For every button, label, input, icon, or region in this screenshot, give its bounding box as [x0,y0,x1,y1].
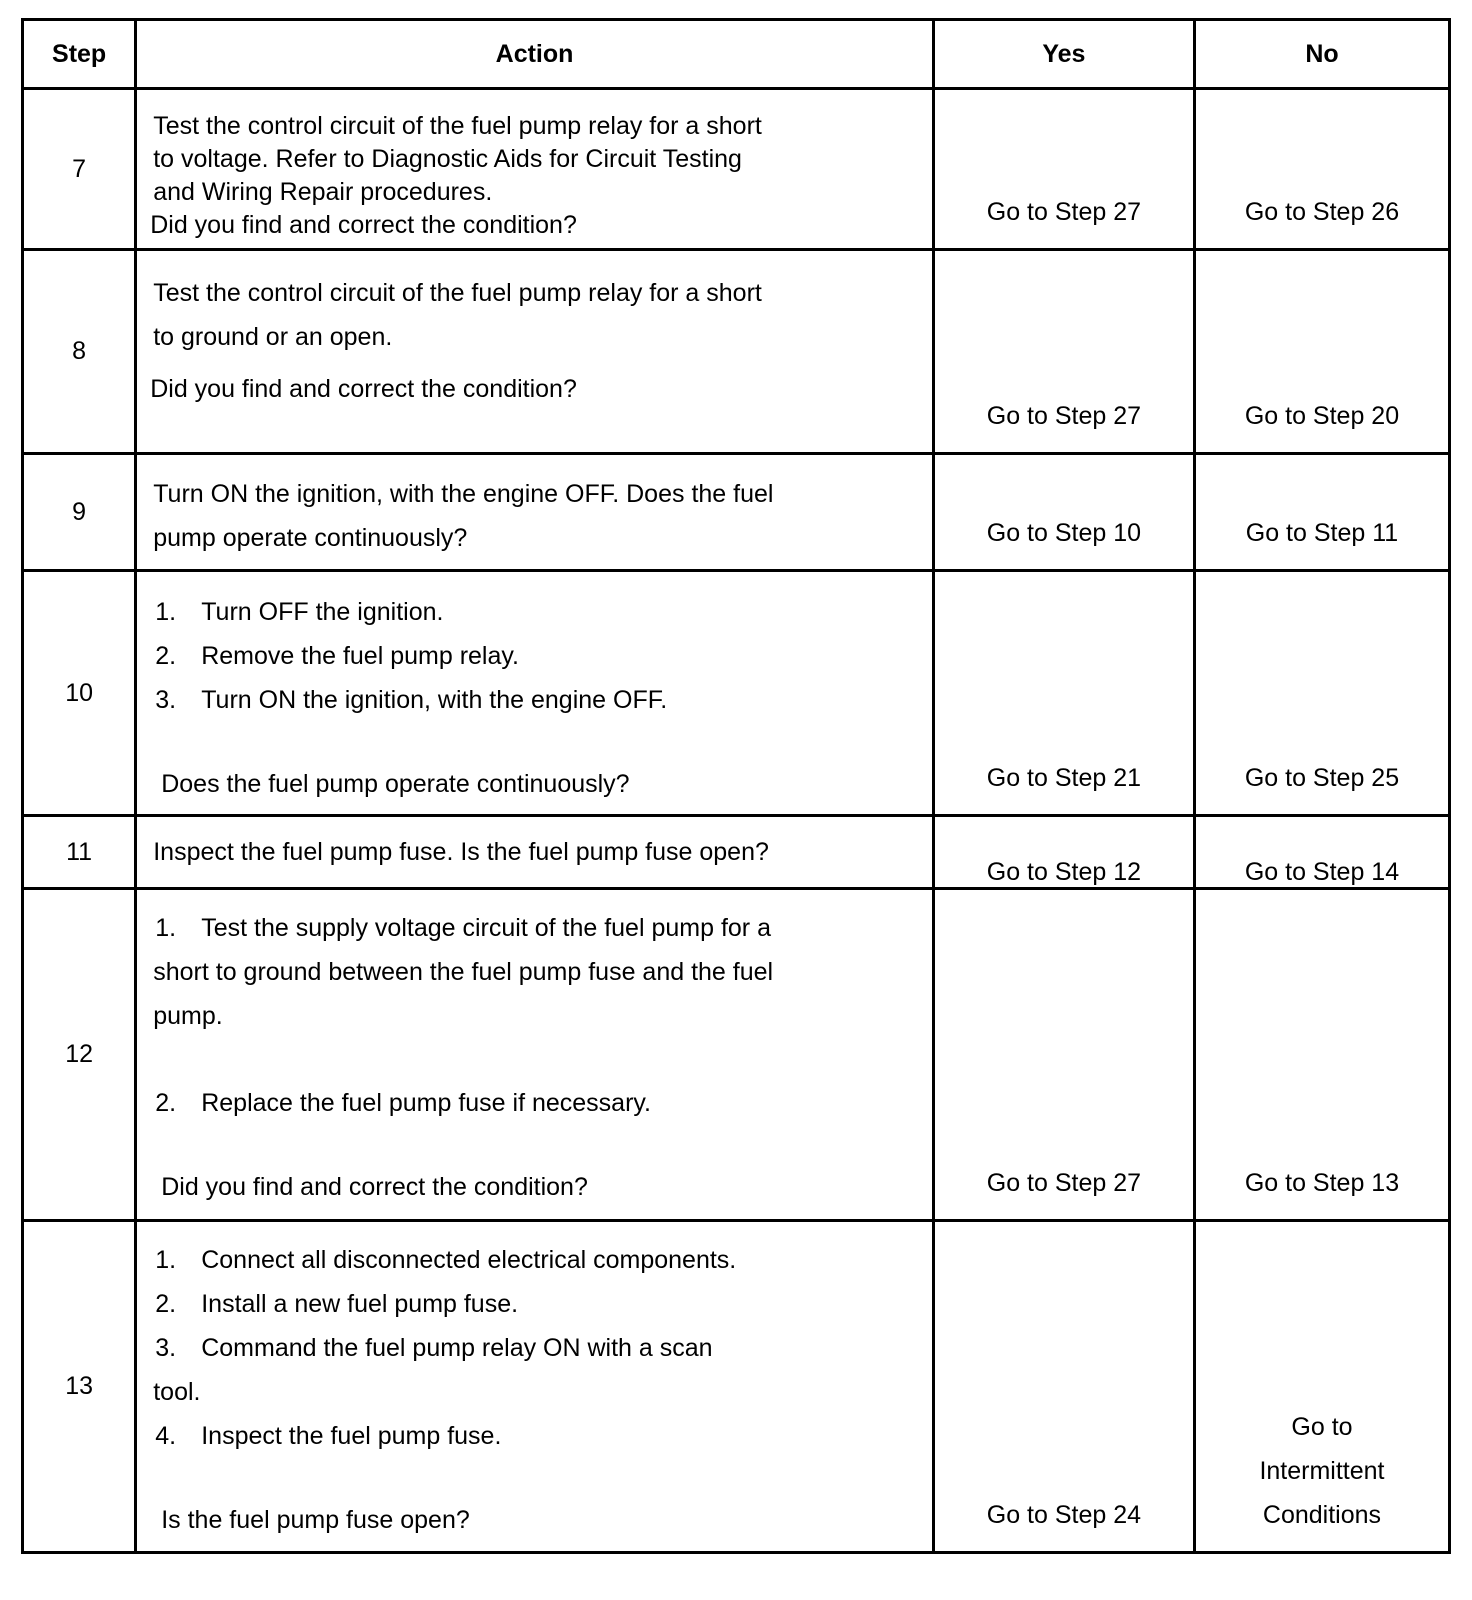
table-row [23,89,1450,250]
header-yes: Yes [933,20,1194,89]
step-number: 13 [23,1221,136,1553]
table-row [23,816,1450,889]
action-cell [136,250,934,454]
step-number: 8 [23,250,136,454]
list-item: 3. Turn ON the ignition, with the engine OFF. [155,686,668,714]
no-result: Go to Step 25 [1244,764,1400,792]
yes-result: Go to Step 27 [986,1169,1142,1197]
action-cell [136,89,934,250]
header-action: Action [136,20,934,89]
yes-result: Go to Step 12 [986,858,1142,886]
yes-cell [933,1221,1194,1553]
action-line: Test the control circuit of the fuel pump relay for a short [153,112,762,140]
list-item: 3. Command the fuel pump relay ON with a scan [155,1334,713,1362]
action-line: Test the control circuit of the fuel pump relay for a short [153,279,762,307]
yes-result: Go to Step 10 [986,519,1142,547]
no-result-line: Intermittent [1259,1457,1385,1485]
action-question: Did you find and correct the condition? [161,1173,588,1201]
yes-result: Go to Step 27 [986,402,1142,430]
action-question: Is the fuel pump fuse open? [161,1506,470,1534]
no-result-line: Conditions [1262,1501,1382,1529]
action-line: short to ground between the fuel pump fuse and the fuel [153,958,774,986]
list-item: 4. Inspect the fuel pump fuse. [155,1422,502,1450]
list-item: 1. Turn OFF the ignition. [155,598,444,626]
yes-cell [933,454,1194,571]
action-line: Inspect the fuel pump fuse. Is the fuel pump fuse open? [153,837,769,866]
no-result-line: Go to [1291,1413,1353,1441]
action-line: pump. [153,1002,223,1030]
step-number: 10 [23,571,136,816]
no-cell [1194,816,1449,889]
no-result: Go to Step 20 [1244,402,1400,430]
action-question: Did you find and correct the condition? [150,375,577,403]
action-line: pump operate continuously? [153,524,468,552]
list-item: 2. Remove the fuel pump relay. [155,642,519,670]
list-item: 1. Test the supply voltage circuit of the fuel pump for a [155,914,771,942]
action-cell [136,889,934,1221]
yes-result: Go to Step 21 [986,764,1142,792]
action-line: tool. [153,1378,201,1406]
list-item: 2. Replace the fuel pump fuse if necessary. [155,1089,651,1117]
yes-cell [933,89,1194,250]
yes-cell [933,889,1194,1221]
no-result: Go to Step 26 [1244,198,1400,226]
action-cell [136,571,934,816]
action-cell [136,816,934,889]
action-cell [136,1221,934,1553]
no-result: Go to Step 11 [1245,519,1399,547]
yes-cell [933,571,1194,816]
no-result: Go to Step 13 [1244,1169,1400,1197]
table-row [23,571,1450,816]
action-cell [136,454,934,571]
step-number: 12 [23,889,136,1221]
table-row [23,250,1450,454]
no-cell [1194,889,1449,1221]
yes-result: Go to Step 27 [986,198,1142,226]
yes-result: Go to Step 24 [986,1501,1142,1529]
list-item: 1. Connect all disconnected electrical components. [155,1246,737,1274]
action-question: Does the fuel pump operate continuously? [161,770,630,798]
no-cell [1194,1221,1449,1553]
yes-cell [933,816,1194,889]
step-number: 9 [23,454,136,571]
table-row [23,889,1450,1221]
no-cell [1194,89,1449,250]
diagnostic-table [21,18,1451,1554]
no-cell [1194,571,1449,816]
no-cell [1194,250,1449,454]
action-line: and Wiring Repair procedures. [153,178,493,206]
header-no: No [1194,20,1449,89]
header-row [23,20,1450,89]
table-row [23,454,1450,571]
action-line: to ground or an open. [153,323,393,351]
table-row [23,1221,1450,1553]
step-number: 7 [23,89,136,250]
header-step: Step [23,20,136,89]
step-number: 11 [23,816,136,889]
no-result: Go to Step 14 [1244,858,1400,886]
yes-cell [933,250,1194,454]
no-result [1196,1405,1448,1551]
action-question: Did you find and correct the condition? [150,211,577,239]
no-cell [1194,454,1449,571]
action-line: Turn ON the ignition, with the engine OFF. Does the fuel [153,480,774,508]
list-item: 2. Install a new fuel pump fuse. [155,1290,519,1318]
action-line: to voltage. Refer to Diagnostic Aids for Circuit Testing [153,145,742,173]
